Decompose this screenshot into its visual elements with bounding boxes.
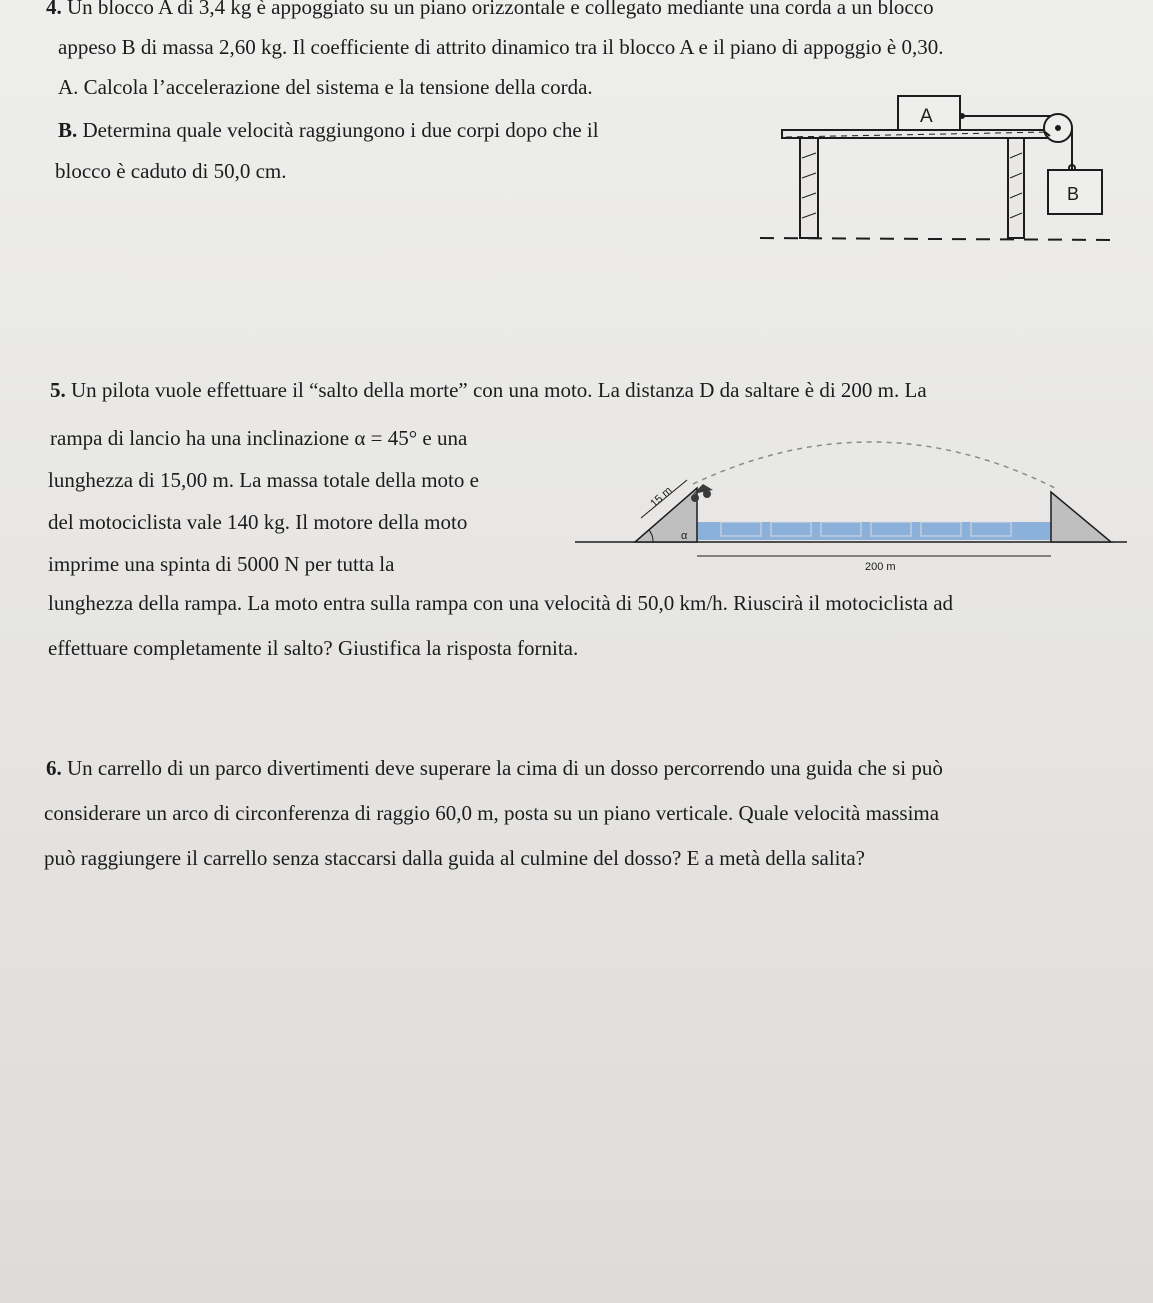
- problem5-number: 5.: [50, 378, 66, 402]
- problem5-line4: del motociclista vale 140 kg. Il motore della moto: [48, 510, 468, 534]
- problem6-text1: Un carrello di un parco divertimenti deve superare la cima di un dosso percorrendo una guida che si può: [67, 756, 943, 780]
- problem4-partB-label: B.: [58, 118, 78, 142]
- landing-ramp: [1051, 492, 1111, 542]
- problem6-line1: [46, 755, 943, 781]
- problem5-line3: lunghezza di 15,00 m. La massa totale della moto e: [48, 468, 479, 492]
- problem5-line1: [50, 377, 927, 403]
- problem4-partB-line2: blocco è caduto di 50,0 cm.: [55, 159, 287, 183]
- problem6-line3: può raggiungere il carrello senza staccarsi dalla guida al culmine del dosso? E a metà della salita?: [44, 846, 865, 870]
- ramp-length-label: 15 m: [648, 484, 675, 510]
- problem5-line5: imprime una spinta di 5000 N per tutta la: [48, 552, 395, 576]
- problem4-partB-line1: [58, 117, 599, 143]
- water: [697, 522, 1051, 540]
- trajectory: [693, 442, 1055, 488]
- distance-label: 200 m: [865, 561, 896, 573]
- problem4-line1: [46, 0, 934, 20]
- angle-label: α: [681, 530, 688, 542]
- problem4-text1: Un blocco A di 3,4 kg è appoggiato su un piano orizzontale e collegato mediante una corda a un blocco: [67, 0, 934, 19]
- block-a-label: A: [920, 106, 933, 127]
- problem4-partB-text: Determina quale velocità raggiungono i due corpi dopo che il: [82, 118, 599, 142]
- problem5-text1: Un pilota vuole effettuare il “salto della morte” con una moto. La distanza D da saltare è di 200 m. La: [71, 378, 927, 402]
- motorcycle: [691, 484, 713, 502]
- problem6-number: 6.: [46, 756, 62, 780]
- floor-line: [760, 238, 1118, 240]
- problem6-line2: considerare un arco di circonferenza di raggio 60,0 m, posta su un piano verticale. Quale velocità massima: [44, 801, 940, 825]
- problem5-line2: rampa di lancio ha una inclinazione α = 45° e una: [50, 426, 468, 450]
- problem5-line6: lunghezza della rampa. La moto entra sulla rampa con una velocità di 50,0 km/h. Riuscirà il motociclista ad: [48, 591, 954, 615]
- problem4-line2: appeso B di massa 2,60 kg. Il coefficiente di attrito dinamico tra il blocco A e il piano di appoggio è 0,30.: [58, 35, 944, 59]
- problem4-partA: A. Calcola l’accelerazione del sistema e la tensione della corda.: [58, 75, 593, 99]
- problem5-line7: effettuare completamente il salto? Giustifica la risposta fornita.: [48, 636, 579, 660]
- block-b-label: B: [1067, 184, 1080, 204]
- problem4-number: 4.: [46, 0, 62, 19]
- figure-ramp-jump: [575, 418, 1135, 578]
- figure-table-pulley: [760, 88, 1120, 253]
